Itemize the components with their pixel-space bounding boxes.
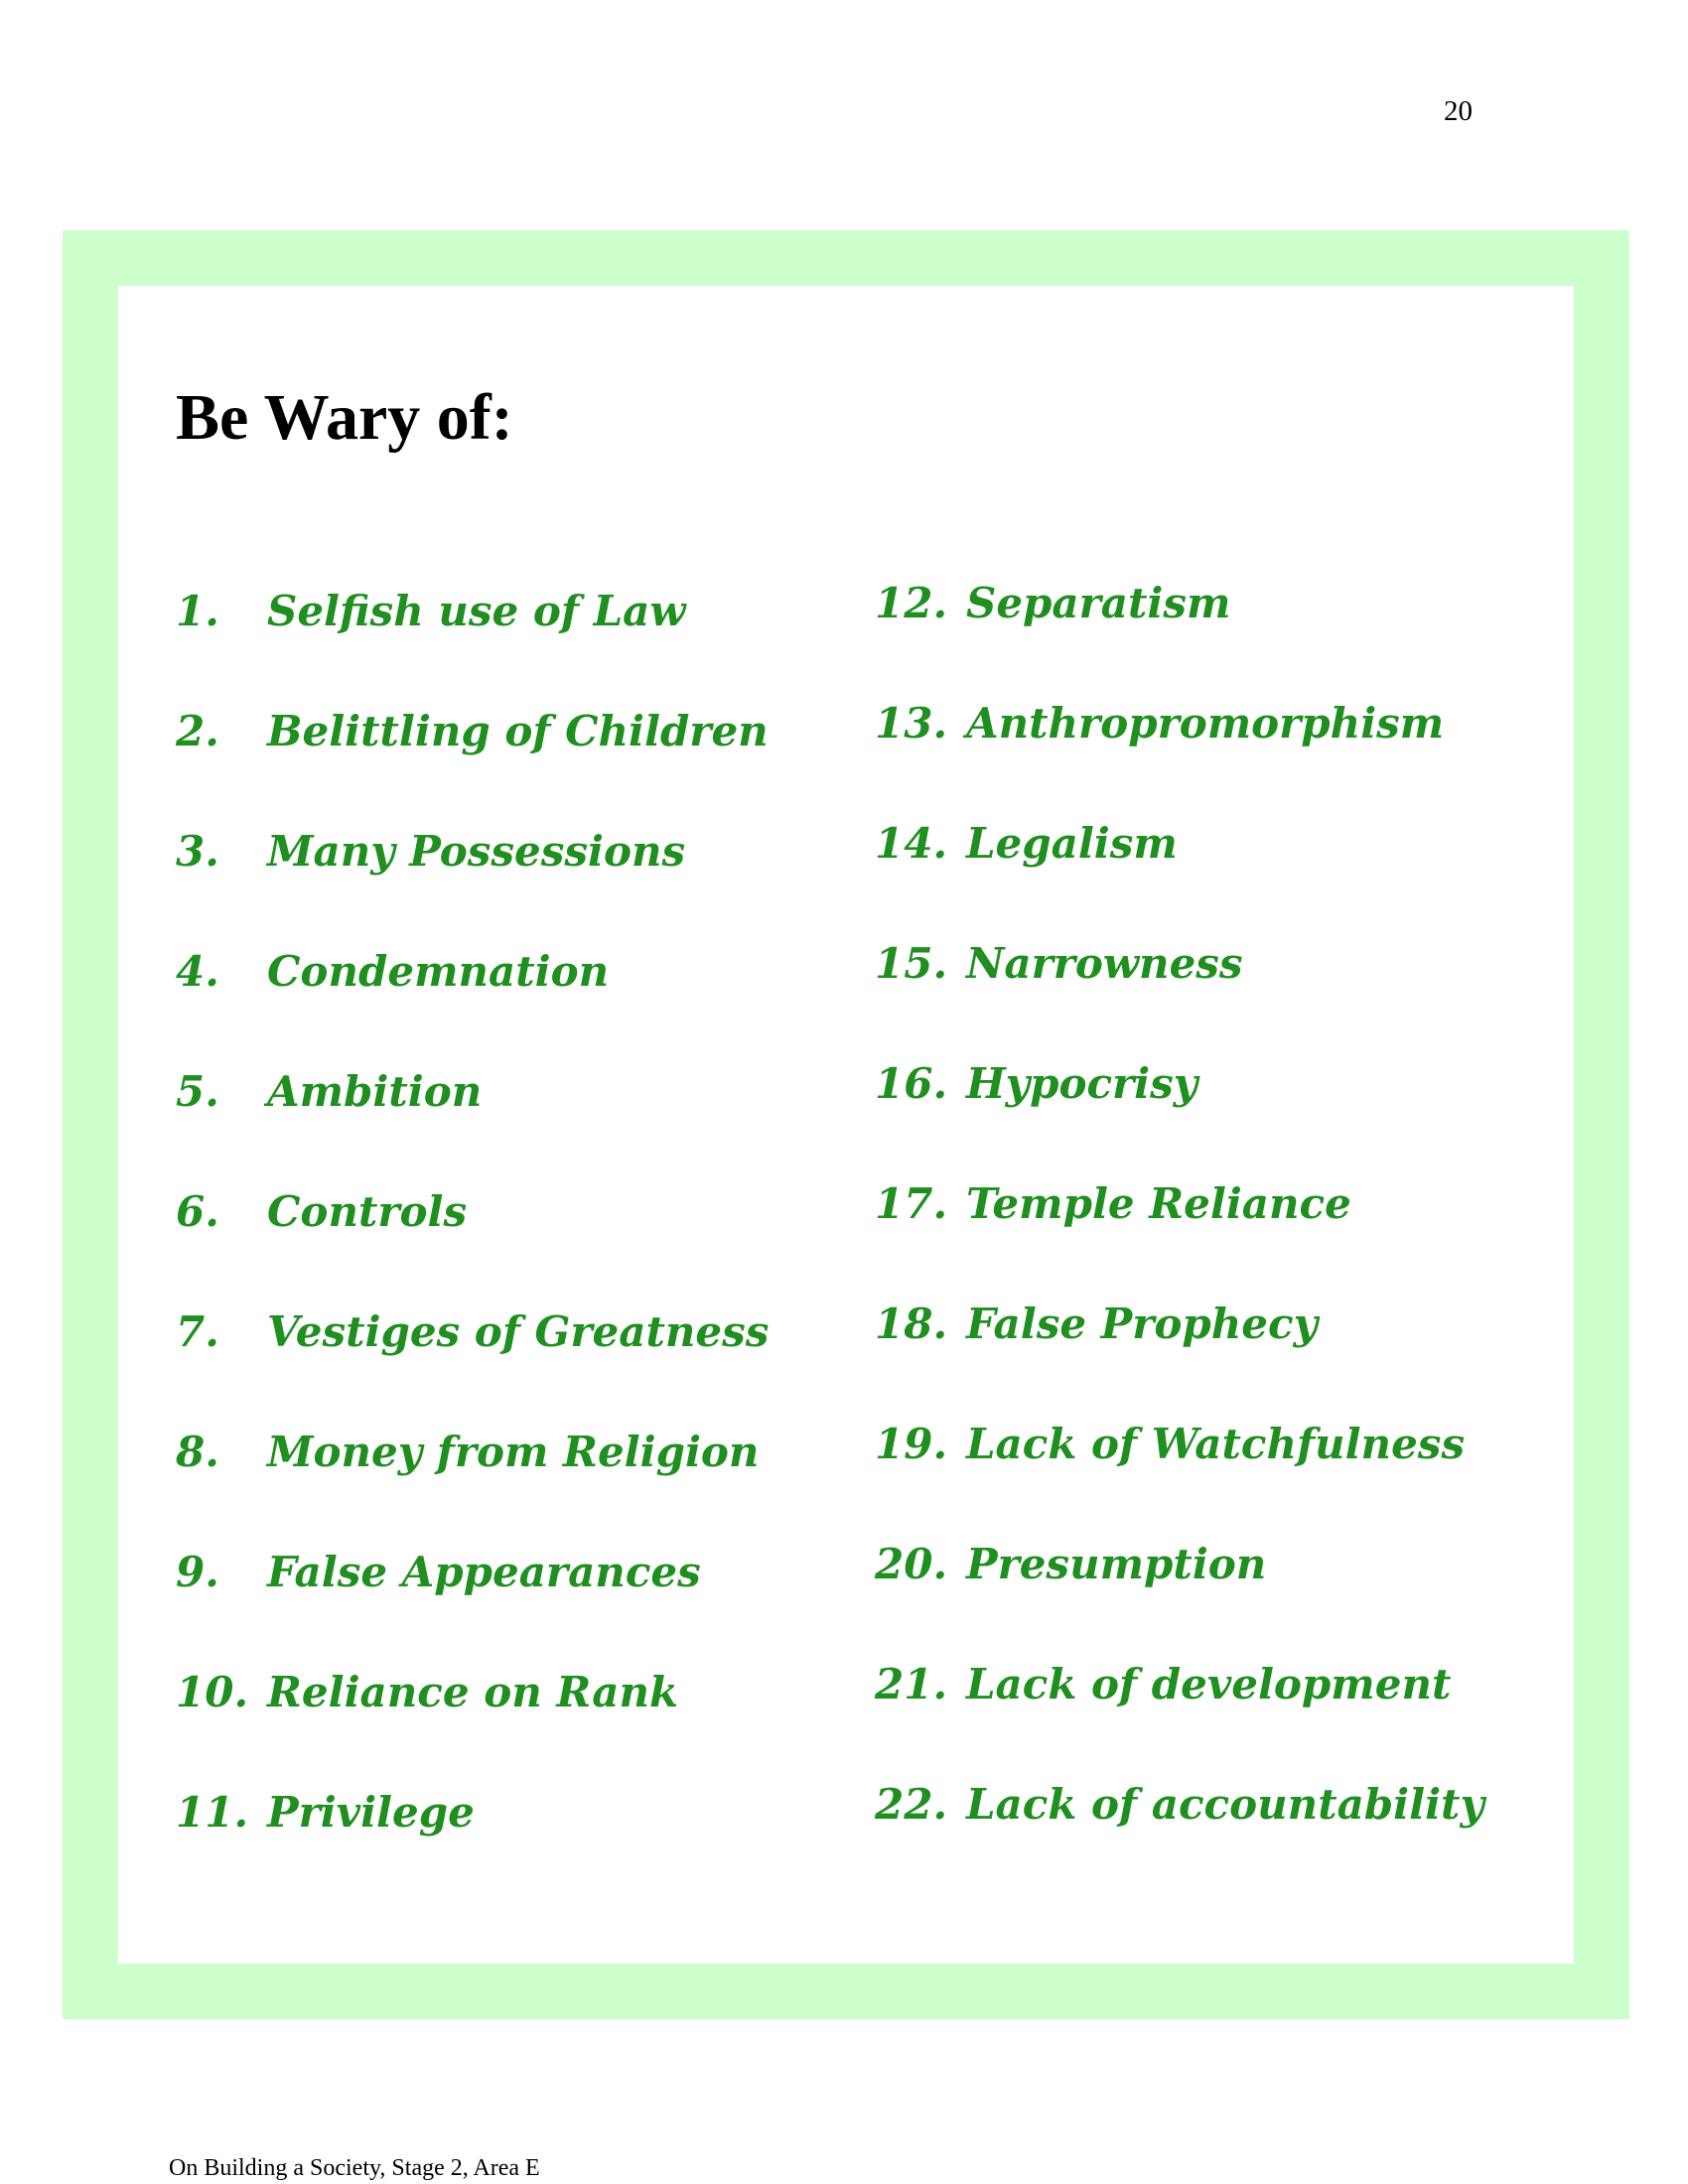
list-item-text: Many Possessions: [267, 827, 686, 876]
list-item-number: 5.: [176, 1067, 219, 1116]
list-item-number: 8.: [176, 1428, 219, 1476]
list-item-text: Lack of development: [966, 1660, 1452, 1708]
list-item: [176, 1423, 759, 1482]
list-item-text: Privilege: [267, 1788, 475, 1837]
list-item: [176, 942, 609, 1002]
list-item-number: 16.: [875, 1059, 948, 1108]
list-item-text: Money from Religion: [267, 1428, 760, 1476]
list-item: [875, 1415, 1465, 1474]
list-item-text: Belittling of Children: [267, 707, 769, 755]
list-item: [176, 582, 685, 641]
list-item: [875, 1655, 1451, 1714]
list-item-number: 18.: [875, 1299, 948, 1348]
list-item-number: 15.: [875, 939, 948, 988]
list-item: [176, 1663, 678, 1722]
list-item: [875, 694, 1444, 753]
list-item-text: Lack of Watchfulness: [966, 1420, 1466, 1468]
list-item-number: 19.: [875, 1420, 948, 1468]
list-item: [875, 1054, 1197, 1114]
list-item: [176, 1783, 475, 1843]
list-item-text: Anthropromorphism: [966, 699, 1445, 748]
list-item-text: Vestiges of Greatness: [267, 1307, 770, 1356]
list-item-text: Narrowness: [966, 939, 1243, 988]
list-item-number: 4.: [176, 947, 219, 996]
green-frame: [63, 230, 1629, 2019]
list-item: [176, 702, 769, 761]
content-panel: [118, 286, 1574, 1964]
list-item-text: False Appearances: [267, 1548, 701, 1596]
list-item-text: Legalism: [966, 819, 1178, 868]
list-item-number: 7.: [176, 1307, 219, 1356]
footer-text: On Building a Society, Stage 2, Area E: [169, 2155, 540, 2181]
list-item: [875, 1535, 1266, 1594]
list-item: [176, 1182, 467, 1242]
list-item-number: 11.: [176, 1788, 249, 1837]
list-item-number: 12.: [875, 579, 948, 627]
list-item-text: Controls: [267, 1187, 468, 1236]
list-item-text: Temple Reliance: [966, 1179, 1351, 1228]
list-item-number: 1.: [176, 587, 219, 635]
list-item-text: Condemnation: [267, 947, 610, 996]
list-item: [875, 1775, 1484, 1835]
list-item-number: 14.: [875, 819, 948, 868]
page-title: Be Wary of:: [176, 381, 513, 454]
list-item-number: 9.: [176, 1548, 219, 1596]
list-item-text: Separatism: [966, 579, 1231, 627]
list-item-text: False Prophecy: [966, 1299, 1319, 1348]
list-item-number: 6.: [176, 1187, 219, 1236]
list-item: [875, 1174, 1351, 1234]
list-item-number: 22.: [875, 1780, 948, 1829]
list-item-text: Presumption: [966, 1540, 1267, 1588]
list-item: [176, 1062, 482, 1122]
list-item: [875, 574, 1230, 633]
list-item-text: Lack of accountability: [966, 1780, 1484, 1829]
page-number: 20: [1444, 95, 1473, 127]
list-item: [875, 814, 1178, 874]
list-item: [875, 934, 1243, 994]
list-item-number: 3.: [176, 827, 219, 876]
list-item-text: Selfish use of Law: [267, 587, 686, 635]
list-item-number: 13.: [875, 699, 948, 748]
list-item-number: 21.: [875, 1660, 948, 1708]
list-item-text: Ambition: [267, 1067, 483, 1116]
list-item: [176, 1543, 701, 1602]
list-item: [176, 1302, 769, 1362]
list-item-number: 17.: [875, 1179, 948, 1228]
list-item-text: Reliance on Rank: [267, 1668, 679, 1716]
list-item-number: 20.: [875, 1540, 948, 1588]
list-item: [875, 1295, 1318, 1354]
list-item-number: 10.: [176, 1668, 249, 1716]
list-item: [176, 822, 685, 882]
list-item-number: 2.: [176, 707, 219, 755]
list-item-text: Hypocrisy: [966, 1059, 1198, 1108]
